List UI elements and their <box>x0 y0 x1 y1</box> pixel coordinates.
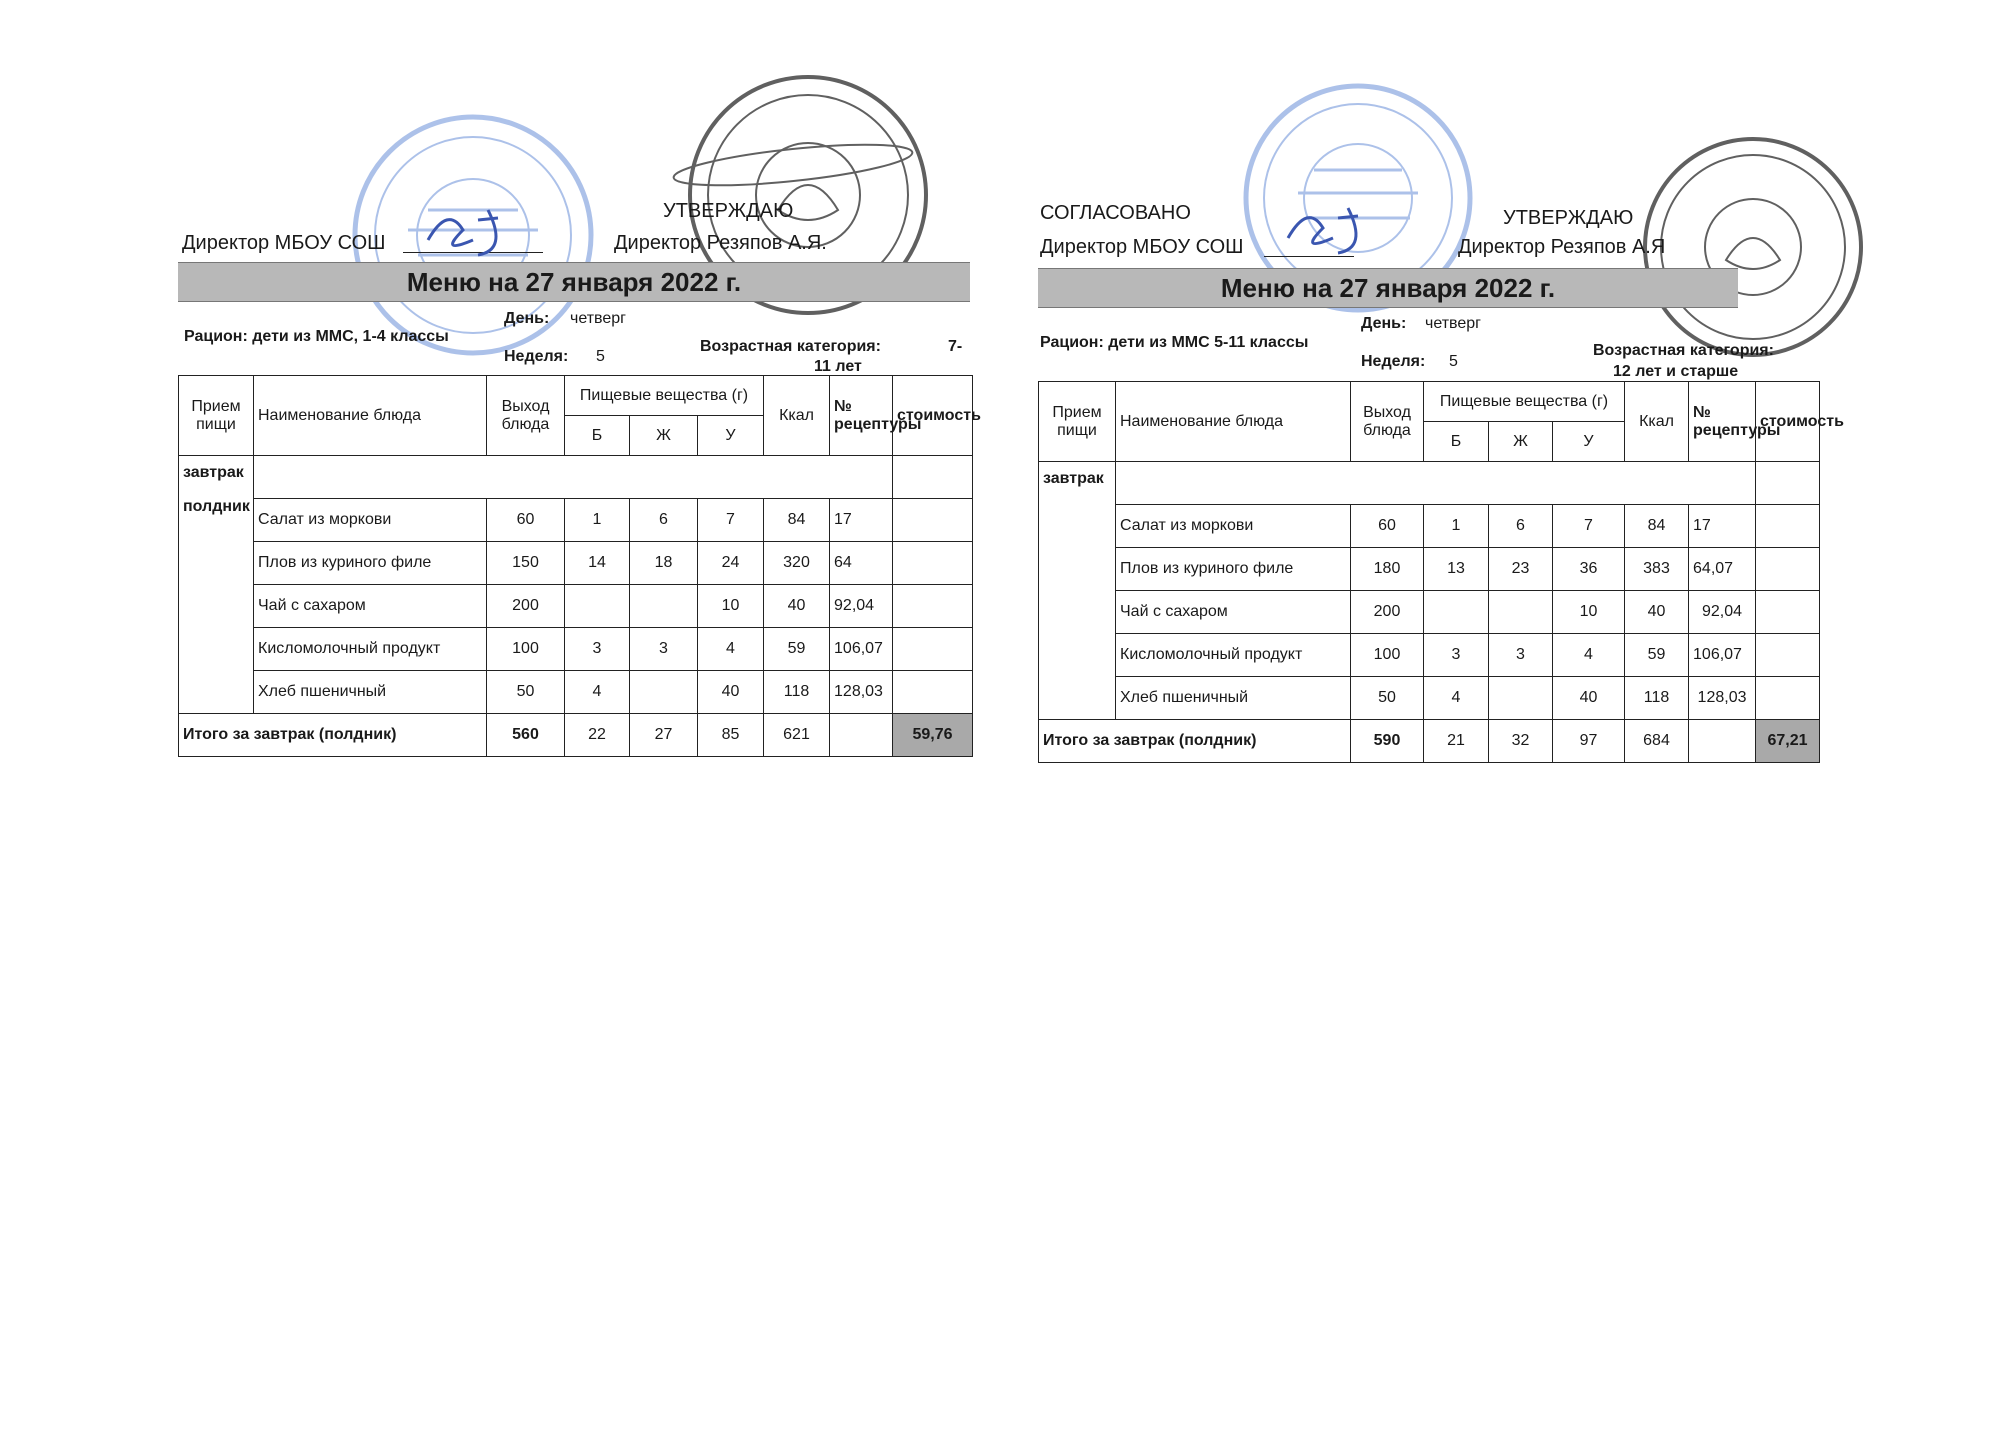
dish-protein: 3 <box>1424 634 1489 677</box>
header-nutrients: Пищевые вещества (г) <box>1424 382 1625 422</box>
header-kcal: Ккал <box>764 376 830 456</box>
header-recipe: № рецептуры <box>830 376 893 456</box>
approve-heading: УТВЕРЖДАЮ <box>1503 207 1634 229</box>
table-row <box>1039 591 1820 634</box>
dish-protein: 1 <box>565 499 630 542</box>
dish-yield: 60 <box>1351 505 1424 548</box>
total-recipe <box>1689 720 1756 763</box>
total-label: Итого за завтрак (полдник) <box>1039 720 1351 763</box>
dish-recipe: 128,03 <box>830 671 893 714</box>
dish-protein <box>565 585 630 628</box>
total-protein: 21 <box>1424 720 1489 763</box>
dish-carbs: 7 <box>698 499 764 542</box>
dish-kcal: 40 <box>764 585 830 628</box>
dish-yield: 180 <box>1351 548 1424 591</box>
total-row <box>1039 720 1820 763</box>
dish-protein: 1 <box>1424 505 1489 548</box>
dish-recipe: 64 <box>830 542 893 585</box>
signature <box>1278 198 1388 258</box>
dish-recipe: 106,07 <box>1689 634 1756 677</box>
total-fat: 32 <box>1489 720 1553 763</box>
empty-row <box>254 456 893 499</box>
dish-kcal: 59 <box>764 628 830 671</box>
dish-fat <box>1489 677 1553 720</box>
dish-kcal: 118 <box>1625 677 1689 720</box>
table-row <box>1039 505 1820 548</box>
age-value-1: 7- <box>948 338 963 355</box>
dish-carbs: 4 <box>1553 634 1625 677</box>
dish-kcal: 84 <box>1625 505 1689 548</box>
director-name: Директор Резяпов А.Я <box>1458 236 1666 258</box>
day-value: четверг <box>570 310 626 327</box>
dish-name: Салат из моркови <box>1116 505 1351 548</box>
dish-carbs: 10 <box>698 585 764 628</box>
dish-cost <box>893 499 973 542</box>
total-carbs: 97 <box>1553 720 1625 763</box>
table-row <box>1039 548 1820 591</box>
dish-carbs: 40 <box>698 671 764 714</box>
menu-table <box>1038 381 1844 763</box>
header-cost: стоимость <box>1756 382 1820 462</box>
dish-name: Кисломолочный продукт <box>1116 634 1351 677</box>
ration-label: Рацион: дети из ММС 5-11 классы <box>1040 334 1309 351</box>
header-fat: Ж <box>1489 422 1553 462</box>
dish-name: Плов из куриного филе <box>1116 548 1351 591</box>
total-row <box>179 714 973 757</box>
age-label: Возрастная категория: <box>700 338 881 355</box>
day-label: День: <box>504 310 550 327</box>
dish-carbs: 10 <box>1553 591 1625 634</box>
dish-carbs: 40 <box>1553 677 1625 720</box>
page-title <box>1038 268 1738 308</box>
dish-fat: 23 <box>1489 548 1553 591</box>
day-label: День: <box>1361 315 1407 332</box>
dish-fat: 18 <box>630 542 698 585</box>
dish-recipe: 92,04 <box>1689 591 1756 634</box>
total-kcal: 684 <box>1625 720 1689 763</box>
age-value-2: 11 лет <box>814 358 862 375</box>
dish-yield: 60 <box>487 499 565 542</box>
dish-name: Плов из куриного филе <box>254 542 487 585</box>
table-row <box>1039 634 1820 677</box>
page-title-text: Меню на 27 января 2022 г. <box>1220 273 1556 303</box>
dish-yield: 100 <box>487 628 565 671</box>
header-carbs: У <box>1553 422 1625 462</box>
dish-protein: 3 <box>565 628 630 671</box>
dish-name: Хлеб пшеничный <box>1116 677 1351 720</box>
dish-fat: 3 <box>1489 634 1553 677</box>
table-row <box>179 628 973 671</box>
dish-protein: 14 <box>565 542 630 585</box>
dish-protein <box>1424 591 1489 634</box>
header-yield: Выход блюда <box>487 376 565 456</box>
meal-cell <box>179 456 254 714</box>
week-value: 5 <box>596 348 605 365</box>
dish-recipe: 64,07 <box>1689 548 1756 591</box>
dish-yield: 200 <box>487 585 565 628</box>
dish-kcal: 118 <box>764 671 830 714</box>
meal-snack: полдник <box>183 498 250 515</box>
dish-recipe: 106,07 <box>830 628 893 671</box>
dish-carbs: 4 <box>698 628 764 671</box>
menu-sheet-left <box>178 0 981 1454</box>
meal-breakfast: завтрак <box>183 464 244 481</box>
approve-heading: УТВЕРЖДАЮ <box>663 200 794 222</box>
header-cost: стоимость <box>893 376 973 456</box>
dish-carbs: 24 <box>698 542 764 585</box>
dish-fat: 3 <box>630 628 698 671</box>
dish-fat: 6 <box>630 499 698 542</box>
dish-fat <box>1489 591 1553 634</box>
header-dish: Наименование блюда <box>1116 382 1351 462</box>
table-row <box>179 671 973 714</box>
dish-yield: 200 <box>1351 591 1424 634</box>
header-meal: Прием пищи <box>1039 382 1116 462</box>
dish-cost <box>893 585 973 628</box>
ration-label: Рацион: дети из ММС, 1-4 классы <box>184 328 449 345</box>
week-label: Неделя: <box>1361 353 1426 370</box>
dish-protein: 4 <box>1424 677 1489 720</box>
total-cost: 67,21 <box>1756 720 1820 763</box>
dish-cost <box>893 542 973 585</box>
dish-fat <box>630 671 698 714</box>
header-yield: Выход блюда <box>1351 382 1424 462</box>
dish-recipe: 17 <box>1689 505 1756 548</box>
dish-carbs: 36 <box>1553 548 1625 591</box>
dish-name: Кисломолочный продукт <box>254 628 487 671</box>
meal-cell <box>1039 462 1116 720</box>
dish-cost <box>893 628 973 671</box>
empty-row <box>1116 462 1756 505</box>
table-row <box>179 499 973 542</box>
dish-protein: 13 <box>1424 548 1489 591</box>
week-value: 5 <box>1449 353 1458 370</box>
total-label: Итого за завтрак (полдник) <box>179 714 487 757</box>
dish-recipe: 92,04 <box>830 585 893 628</box>
dish-fat <box>630 585 698 628</box>
table-row <box>1039 677 1820 720</box>
dish-yield: 50 <box>1351 677 1424 720</box>
page-title <box>178 262 970 302</box>
age-label: Возрастная категория: <box>1593 342 1774 359</box>
dish-yield: 50 <box>487 671 565 714</box>
dish-protein: 4 <box>565 671 630 714</box>
director-school: Директор МБОУ СОШ <box>1040 236 1244 258</box>
dish-kcal: 84 <box>764 499 830 542</box>
age-value: 12 лет и старше <box>1613 363 1739 380</box>
dish-fat: 6 <box>1489 505 1553 548</box>
table-row <box>179 542 973 585</box>
total-yield: 560 <box>487 714 565 757</box>
signature <box>418 200 538 260</box>
total-kcal: 621 <box>764 714 830 757</box>
table-row <box>179 585 973 628</box>
empty-cost <box>1756 462 1820 505</box>
empty-cost <box>893 456 973 499</box>
menu-table <box>178 375 981 757</box>
total-fat: 27 <box>630 714 698 757</box>
total-cost: 59,76 <box>893 714 973 757</box>
dish-kcal: 40 <box>1625 591 1689 634</box>
dish-yield: 150 <box>487 542 565 585</box>
dish-carbs: 7 <box>1553 505 1625 548</box>
header-carbs: У <box>698 416 764 456</box>
dish-cost <box>893 671 973 714</box>
total-yield: 590 <box>1351 720 1424 763</box>
ip-seal-dark <box>1638 132 1868 362</box>
menu-sheet-right <box>1038 0 1844 1454</box>
total-carbs: 85 <box>698 714 764 757</box>
page-title-text: Меню на 27 января 2022 г. <box>406 267 742 297</box>
director-school: Директор МБОУ СОШ <box>182 232 386 254</box>
week-label: Неделя: <box>504 348 569 365</box>
dish-recipe: 128,03 <box>1689 677 1756 720</box>
header-fat: Ж <box>630 416 698 456</box>
header-meal: Прием пищи <box>179 376 254 456</box>
dish-kcal: 59 <box>1625 634 1689 677</box>
dish-name: Чай с сахаром <box>1116 591 1351 634</box>
header-kcal: Ккал <box>1625 382 1689 462</box>
header-dish: Наименование блюда <box>254 376 487 456</box>
dish-cost <box>1756 677 1820 720</box>
dish-cost <box>1756 548 1820 591</box>
director-name: Директор Резяпов А.Я. <box>614 232 827 254</box>
day-value: четверг <box>1425 315 1481 332</box>
header-protein: Б <box>1424 422 1489 462</box>
dish-cost <box>1756 591 1820 634</box>
dish-yield: 100 <box>1351 634 1424 677</box>
dish-recipe: 17 <box>830 499 893 542</box>
meal-breakfast: завтрак <box>1043 470 1104 487</box>
dish-cost <box>1756 505 1820 548</box>
agreed-heading: СОГЛАСОВАНО <box>1040 202 1191 224</box>
dish-kcal: 383 <box>1625 548 1689 591</box>
dish-name: Салат из моркови <box>254 499 487 542</box>
total-recipe <box>830 714 893 757</box>
dish-cost <box>1756 634 1820 677</box>
header-protein: Б <box>565 416 630 456</box>
dish-name: Чай с сахаром <box>254 585 487 628</box>
dish-kcal: 320 <box>764 542 830 585</box>
total-protein: 22 <box>565 714 630 757</box>
dish-name: Хлеб пшеничный <box>254 671 487 714</box>
header-recipe: № рецептуры <box>1689 382 1756 462</box>
header-nutrients: Пищевые вещества (г) <box>565 376 764 416</box>
